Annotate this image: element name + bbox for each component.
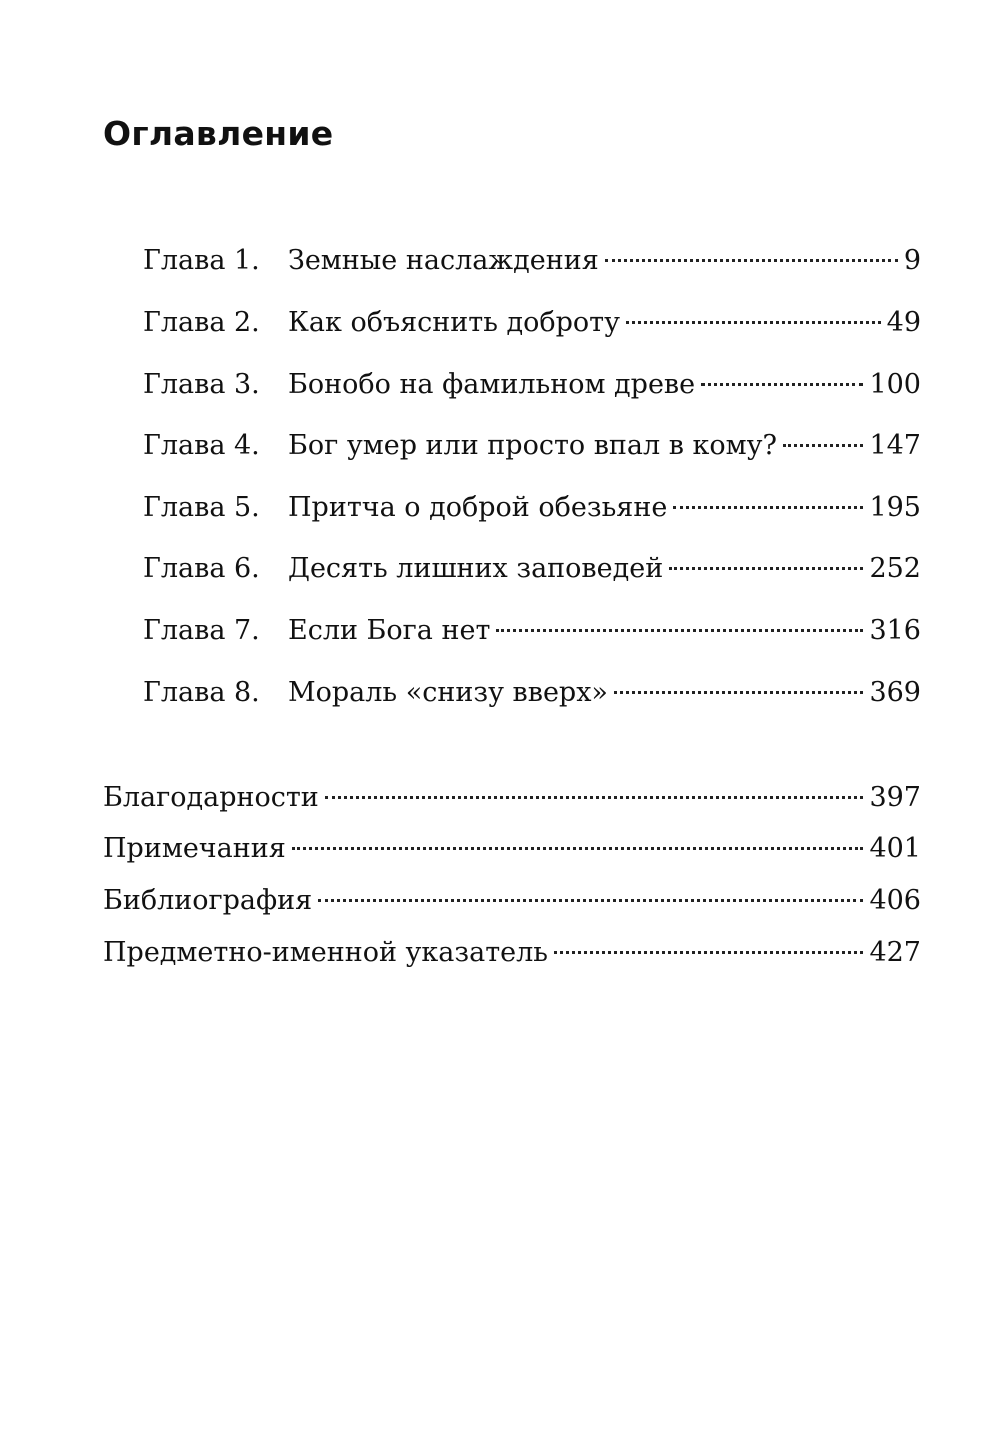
page-number: 427 [869, 937, 921, 968]
toc-entry-acknowledgments[interactable] [103, 775, 921, 821]
toc-entry-chapter-8[interactable] [143, 670, 921, 716]
chapter-number: Глава 2. [143, 307, 260, 338]
page-number: 369 [869, 677, 921, 708]
page-number: 147 [869, 430, 921, 461]
chapter-title: Мораль «снизу вверх» [288, 677, 608, 708]
chapter-title: Притча о доброй обезьяне [288, 492, 668, 523]
chapter-title: Бонобо на фамильном древе [288, 369, 696, 400]
page-number: 401 [869, 833, 921, 864]
chapter-number: Глава 7. [143, 615, 260, 646]
chapter-title: Если Бога нет [288, 615, 491, 646]
chapter-title: Земные наслаждения [288, 245, 599, 276]
toc-entry-index[interactable] [103, 930, 921, 976]
dot-leader [614, 691, 864, 694]
chapter-number: Глава 1. [143, 245, 260, 276]
dot-leader [496, 629, 863, 632]
chapter-number: Глава 8. [143, 677, 260, 708]
dot-leader [292, 847, 864, 850]
toc-entry-chapter-3[interactable] [143, 362, 921, 408]
page-number: 100 [869, 369, 921, 400]
toc-entry-chapter-2[interactable] [143, 300, 921, 346]
chapter-number: Глава 6. [143, 553, 260, 584]
page-number: 195 [869, 492, 921, 523]
page-number: 9 [903, 245, 921, 276]
toc-entry-chapter-1[interactable] [143, 238, 921, 284]
section-title: Библиография [103, 885, 313, 916]
chapter-number: Глава 3. [143, 369, 260, 400]
dot-leader [325, 796, 864, 799]
toc-entry-bibliography[interactable] [103, 878, 921, 924]
chapter-number: Глава 5. [143, 492, 260, 523]
section-title: Предметно-именной указатель [103, 937, 548, 968]
page-number: 252 [869, 553, 921, 584]
toc-entry-chapter-4[interactable] [143, 423, 921, 469]
chapter-number: Глава 4. [143, 430, 260, 461]
chapter-title: Как объяснить доброту [288, 307, 621, 338]
dot-leader [669, 567, 863, 570]
dot-leader [318, 899, 863, 902]
section-title: Примечания [103, 833, 286, 864]
toc-entry-notes[interactable] [103, 826, 921, 872]
chapter-title: Бог умер или просто впал в кому? [288, 430, 778, 461]
dot-leader [605, 259, 898, 262]
dot-leader [626, 321, 881, 324]
dot-leader [701, 383, 863, 386]
chapter-title: Десять лишних заповедей [288, 553, 664, 584]
page-number: 49 [886, 307, 921, 338]
page-number: 397 [869, 782, 921, 813]
dot-leader [554, 951, 863, 954]
toc-entry-chapter-5[interactable] [143, 485, 921, 531]
dot-leader [673, 506, 863, 509]
toc-entry-chapter-6[interactable] [143, 546, 921, 592]
page-title: Оглавление [103, 114, 334, 153]
section-title: Благодарности [103, 782, 319, 813]
dot-leader [783, 444, 863, 447]
toc-entry-chapter-7[interactable] [143, 608, 921, 654]
page-number: 316 [869, 615, 921, 646]
page-number: 406 [869, 885, 921, 916]
